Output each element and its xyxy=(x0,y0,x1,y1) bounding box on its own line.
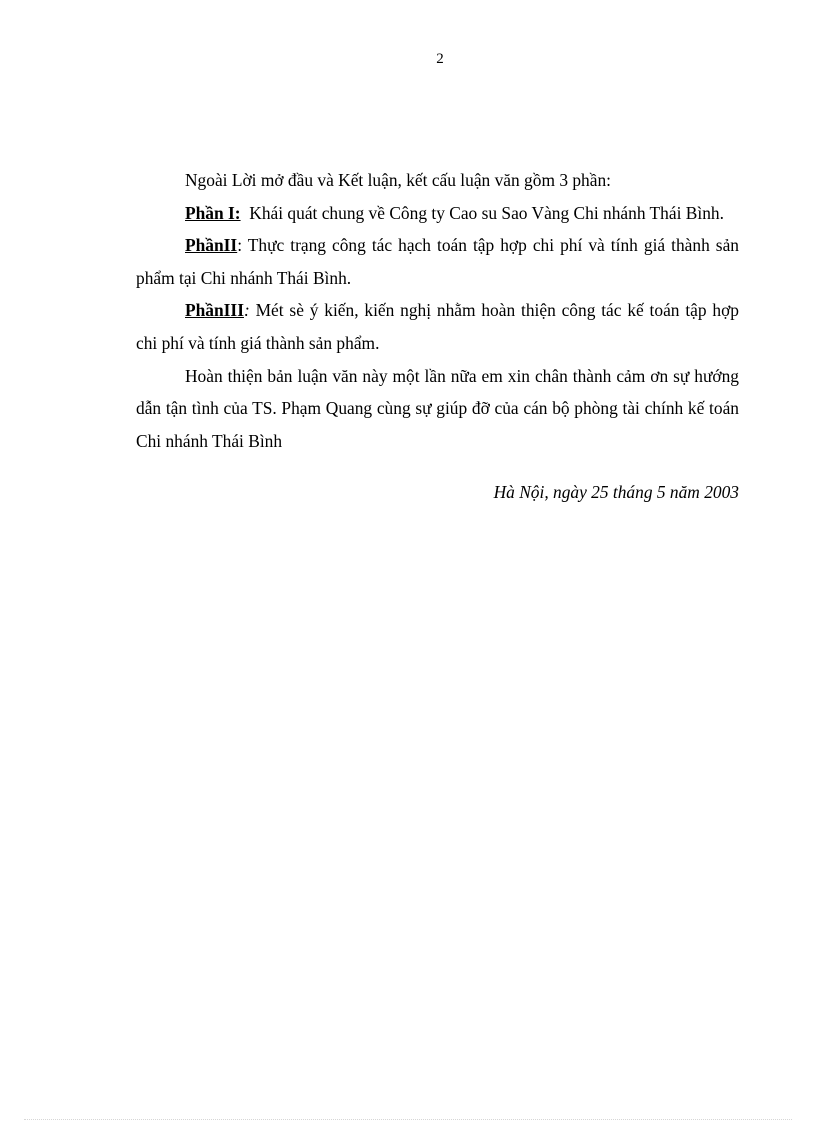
part-1-paragraph xyxy=(136,197,739,230)
place-date-signature: Hà Nội, ngày 25 tháng 5 năm 2003 xyxy=(493,482,739,503)
part-3-label: PhầnIII xyxy=(185,300,244,321)
part-3-separator: : xyxy=(243,300,250,321)
part-2-label: PhầnII xyxy=(185,235,238,256)
page-bottom-border xyxy=(24,1119,792,1120)
intro-paragraph: Ngoài Lời mở đầu và Kết luận, kết cấu luận văn gồm 3 phần: xyxy=(185,170,611,190)
part-1-label: Phần I: xyxy=(185,202,241,223)
page-number: 2 xyxy=(436,51,444,67)
document-body xyxy=(136,164,739,509)
part-3-text: Mét sè ý kiến, kiến nghị nhằm hoàn thiện công tác kế toán tập hợp chi phí và tính giá thành sản phẩm. xyxy=(136,300,739,353)
thanks-paragraph: Hoàn thiện bản luận văn này một lần nữa em xin chân thành cảm ơn sự hướng dẫn tận tình của TS. Phạm Quang cùng sự giúp đỡ của cán bộ phòng tài chính kế toán Chi nhánh Thái Bình xyxy=(136,365,739,451)
part-2-paragraph xyxy=(136,229,739,294)
part-3-paragraph xyxy=(136,294,739,359)
part-2-separator: : xyxy=(237,235,243,256)
part-2-text: Thực trạng công tác hạch toán tập hợp chi phí và tính giá thành sản phẩm tại Chi nhánh Thái Bình. xyxy=(136,235,739,288)
part-1-text: Khái quát chung về Công ty Cao su Sao Vàng Chi nhánh Thái Bình. xyxy=(240,202,724,223)
